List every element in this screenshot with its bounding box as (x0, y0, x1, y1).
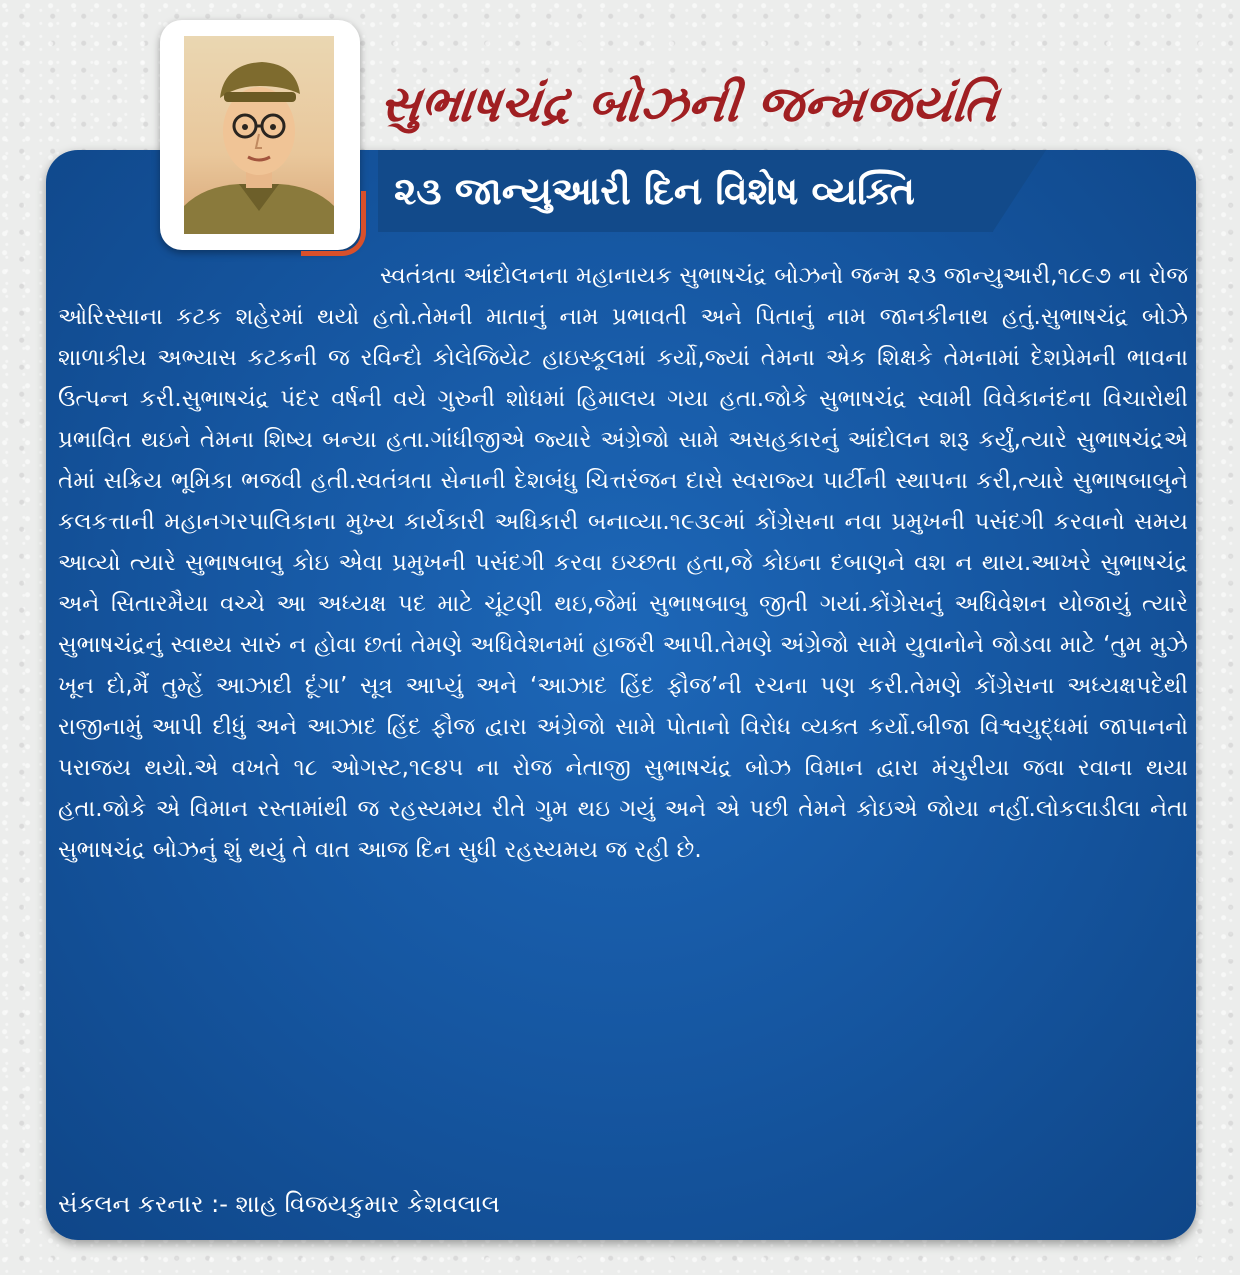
page-title: સુભાષચંદ્ર બોઝની જન્મજયંતિ (376, 74, 1001, 133)
page-subtitle: ૨૩ જાન્યુઆરી દિન વિશેષ વ્યક્તિ (394, 169, 915, 213)
portrait-photo-icon (184, 36, 334, 234)
compiler-credit: સંકલન કરનાર :- શાહ વિજયકુમાર કેશવલાલ (58, 1190, 500, 1218)
article-body: સ્વતંત્રતા આંદોલનના મહાનાયક સુભાષચંદ્ર બોઝનો જન્મ ૨૩ જાન્યુઆરી,૧૮૯૭ ના રોજ ઓરિસ્સાના કટક શહેરમાં થયો હતો.તેમની માતાનું નામ પ્રભાવતી અને પિતાનું નામ જાનકીનાથ હતું.સુભાષચંદ્ર બોઝે શાળાકીય અભ્યાસ કટકની જ રવિન્દો કોલેજિયેટ હાઇસ્કૂલમાં કર્યો,જ્યાં તેમના એક શિક્ષકે તેમનામાં દેશપ્રેમની ભાવના ઉત્પન્ન કરી.સુભાષચંદ્ર પંદર વર્ષની વયે ગુરુની શોધમાં હિમાલય ગયા હતા.જોકે સુભાષચંદ્ર સ્વામી વિવેકાનંદના વિચારોથી પ્રભાવિત થઇને તેમના શિષ્ય બન્યા હતા.ગાંધીજીએ જ્યારે અંગ્રેજો સામે અસહકારનું આંદોલન શરૂ કર્યું,ત્યારે સુભાષચંદ્રએ તેમાં સક્રિય ભૂમિકા ભજવી હતી.સ્વતંત્રતા સેનાની દેશબંધુ ચિત્તરંજન દાસે સ્વરાજ્ય પાર્ટીની સ્થાપના કરી,ત્યારે સુભાષબાબુને કલકત્તાની મહાનગરપાલિકાના મુખ્ય કાર્યકારી અધિકારી બનાવ્યા.૧૯૩૯માં કોંગ્રેસના નવા પ્રમુખની પસંદગી કરવાનો સમય આવ્યો ત્યારે સુભાષબાબુ કોઇ એવા પ્રમુખની પસંદગી કરવા ઇચ્છતા હતા,જે કોઇના દબાણને વશ ન થાય.આખરે સુભાષચંદ્ર અને સિતારમૈયા વચ્ચે આ અધ્યક્ષ પદ માટે ચૂંટણી થઇ,જેમાં સુભાષબાબુ જીતી ગયાં.કોંગ્રેસનું અધિવેશન યોજાયું ત્યારે સુભાષચંદ્રનું સ્વાથ્ય સારું ન હોવા છતાં તેમણે અધિવેશનમાં હાજરી આપી.તેમણે અંગ્રેજો સામે યુવાનોને જોડવા માટે ‘તુમ મુઝે ખૂન દો,મૈં તુમ્હેં આઝાદી દૂંગા’ સૂત્ર આપ્યું અને ‘આઝાદ હિંદ ફૌજ’ની રચના પણ કરી.તેમણે કોંગ્રેસના અધ્યક્ષપદેથી રાજીનામું આપી દીધું અને આઝાદ હિંદ ફૌજ દ્વારા અંગ્રેજો સામે પોતાનો વિરોધ વ્યક્ત કર્યો.બીજા વિશ્વયુદ્ધમાં જાપાનનો પરાજય થયો.એ વખતે ૧૮ ઓગસ્ટ,૧૯૪૫ ના રોજ નેતાજી સુભાષચંદ્ર બોઝ વિમાન દ્વારા મંચુરીયા જવા રવાના થયા હતા.જોકે એ વિમાન રસ્તામાંથી જ રહસ્યમય રીતે ગુમ થઇ ગયું અને એ પછી તેમને કોઇએ જોયા નહીં.લોકલાડીલા નેતા સુભાષચંદ્ર બોઝનું શું થયું તે વાત આજ દિન સુધી રહસ્યમય જ રહી છે. (58, 263, 1188, 863)
portrait-frame (160, 20, 360, 250)
portrait-illustration (184, 36, 334, 234)
